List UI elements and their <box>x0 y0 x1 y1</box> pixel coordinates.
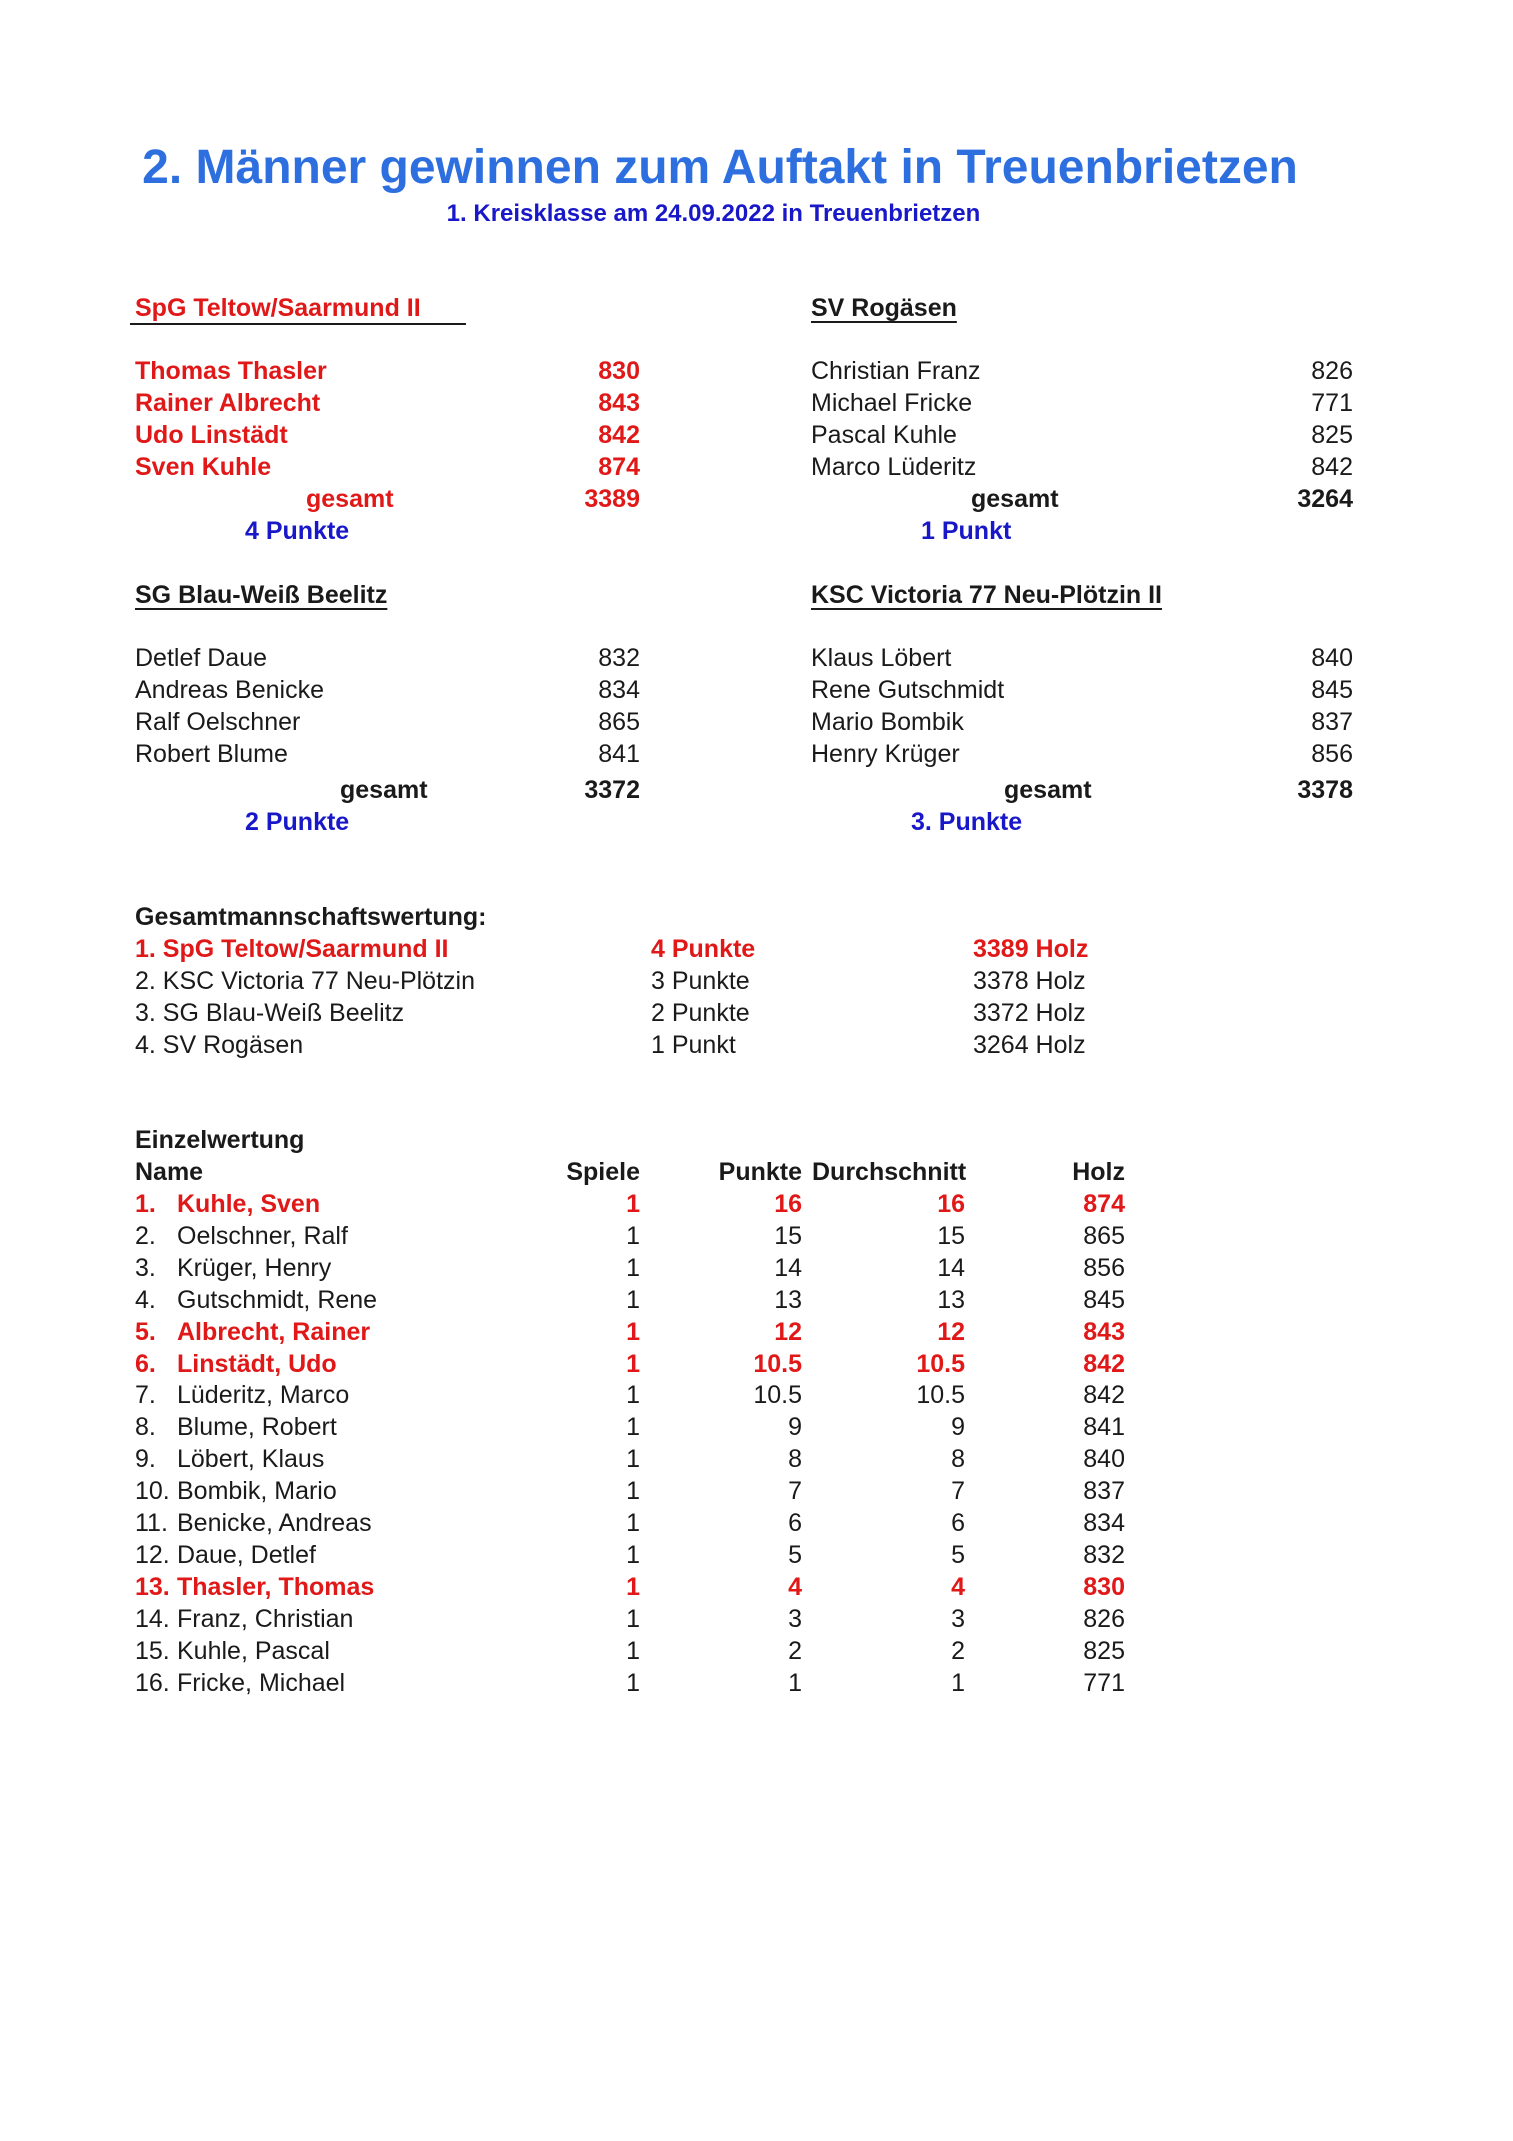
player-name: Pascal Kuhle <box>811 421 957 449</box>
holz: 842 <box>1083 1381 1125 1410</box>
holz: 830 <box>1083 1572 1125 1601</box>
player-score: 841 <box>598 740 640 768</box>
points: 6 <box>788 1509 802 1537</box>
total-label: gesamt <box>1004 776 1092 804</box>
games: 1 <box>626 1413 640 1442</box>
average: 8 <box>951 1445 965 1474</box>
player-name: Detlef Daue <box>135 644 268 672</box>
player-score: 856 <box>1311 740 1353 768</box>
points: 2 <box>788 1636 802 1665</box>
points: 12 <box>774 1317 802 1346</box>
ranking-holz: 3378 Holz <box>973 967 1086 995</box>
team-name: KSC Victoria 77 Neu-Plötzin II <box>811 581 1163 609</box>
player-score: 830 <box>598 357 640 385</box>
rank: 2. <box>135 1221 156 1250</box>
rank: 3. <box>135 1253 156 1282</box>
average: 7 <box>951 1477 965 1506</box>
points: 8 <box>788 1445 802 1474</box>
rank: 10. <box>135 1477 170 1506</box>
games: 1 <box>626 1285 640 1314</box>
games: 1 <box>626 1636 640 1665</box>
ranking-team: 4. SV Rogäsen <box>135 1031 304 1059</box>
ranking-holz: 3389 Holz <box>973 935 1089 963</box>
player-score: 842 <box>598 421 640 449</box>
games: 1 <box>626 1381 640 1410</box>
total-label: gesamt <box>340 776 428 804</box>
holz: 874 <box>1083 1190 1125 1218</box>
player-score: 825 <box>1311 421 1353 449</box>
rank: 12. <box>135 1540 170 1569</box>
col-avg: Durchschnitt <box>812 1158 967 1186</box>
games: 1 <box>626 1221 640 1250</box>
ranking-team: 3. SG Blau-Weiß Beelitz <box>135 999 405 1027</box>
holz: 843 <box>1083 1317 1125 1346</box>
average: 1 <box>951 1668 965 1697</box>
holz: 771 <box>1083 1668 1125 1697</box>
player-name: Marco Lüderitz <box>811 453 977 481</box>
player-name: Oelschner, Ralf <box>177 1221 348 1250</box>
games: 1 <box>626 1477 640 1506</box>
average: 16 <box>937 1190 965 1218</box>
player-score: 826 <box>1311 357 1353 385</box>
team-total: 3378 <box>1297 776 1353 804</box>
holz: 837 <box>1083 1477 1125 1506</box>
player-score: 842 <box>1311 453 1353 481</box>
player-name: Kuhle, Pascal <box>177 1636 330 1665</box>
holz: 826 <box>1083 1604 1125 1633</box>
games: 1 <box>626 1445 640 1474</box>
player-name: Robert Blume <box>135 740 288 768</box>
team-ranking-heading: Gesamtmannschaftswertung: <box>135 903 487 931</box>
rank: 16. <box>135 1668 170 1697</box>
rank: 15. <box>135 1636 170 1665</box>
team-total: 3372 <box>584 776 640 804</box>
points: 10.5 <box>753 1349 802 1378</box>
col-games: Spiele <box>566 1158 640 1186</box>
player-name: Linstädt, Udo <box>177 1349 337 1378</box>
average: 14 <box>937 1253 965 1282</box>
player-name: Christian Franz <box>811 357 981 385</box>
col-points: Punkte <box>718 1158 802 1186</box>
col-holz: Holz <box>1072 1158 1125 1186</box>
total-label: gesamt <box>306 485 394 513</box>
rank: 14. <box>135 1604 170 1633</box>
holz: 845 <box>1083 1285 1125 1314</box>
player-score: 845 <box>1311 676 1353 704</box>
holz: 834 <box>1083 1509 1125 1537</box>
ranking-points: 3 Punkte <box>651 967 750 995</box>
holz: 842 <box>1083 1349 1125 1378</box>
points: 16 <box>774 1190 802 1218</box>
player-name: Rene Gutschmidt <box>811 676 1005 704</box>
ranking-holz: 3372 Holz <box>973 999 1086 1027</box>
player-name: Daue, Detlef <box>177 1540 316 1569</box>
individual-heading: Einzelwertung <box>135 1126 305 1154</box>
holz: 832 <box>1083 1540 1125 1569</box>
team-name: SG Blau-Weiß Beelitz <box>135 581 388 609</box>
points: 4 <box>788 1572 802 1601</box>
total-label: gesamt <box>971 485 1059 513</box>
player-name: Michael Fricke <box>811 389 973 417</box>
player-score: 834 <box>598 676 640 704</box>
games: 1 <box>626 1253 640 1282</box>
ranking-points: 2 Punkte <box>651 999 750 1027</box>
average: 6 <box>951 1509 965 1537</box>
page-subtitle: 1. Kreisklasse am 24.09.2022 in Treuenbrietzen <box>446 200 981 227</box>
player-score: 832 <box>598 644 640 672</box>
games: 1 <box>626 1604 640 1633</box>
average: 9 <box>951 1413 965 1442</box>
team-total: 3264 <box>1297 485 1353 513</box>
player-name: Kuhle, Sven <box>177 1190 321 1218</box>
average: 5 <box>951 1540 965 1569</box>
points: 15 <box>774 1221 802 1250</box>
team-points: 4 Punkte <box>245 517 350 545</box>
team-points: 2 Punkte <box>245 808 350 836</box>
player-name: Benicke, Andreas <box>177 1509 372 1537</box>
team-name-underline <box>130 323 466 325</box>
player-score: 771 <box>1311 389 1353 417</box>
player-name: Thasler, Thomas <box>177 1572 375 1601</box>
holz: 856 <box>1083 1253 1125 1282</box>
average: 10.5 <box>916 1381 965 1410</box>
games: 1 <box>626 1509 640 1537</box>
points: 9 <box>788 1413 802 1442</box>
rank: 11. <box>135 1509 168 1537</box>
ranking-points: 1 Punkt <box>651 1031 736 1059</box>
points: 10.5 <box>753 1381 802 1410</box>
player-name: Sven Kuhle <box>135 453 272 481</box>
team-name: SV Rogäsen <box>811 294 957 322</box>
team-total: 3389 <box>584 485 640 513</box>
player-score: 874 <box>598 453 640 481</box>
average: 4 <box>951 1572 965 1601</box>
player-name: Thomas Thasler <box>135 357 327 385</box>
holz: 840 <box>1083 1445 1125 1474</box>
holz: 865 <box>1083 1221 1125 1250</box>
games: 1 <box>626 1572 640 1601</box>
points: 13 <box>774 1285 802 1314</box>
rank: 9. <box>135 1445 156 1474</box>
ranking-team: 1. SpG Teltow/Saarmund II <box>135 935 449 963</box>
player-score: 865 <box>598 708 640 736</box>
player-name: Bombik, Mario <box>177 1477 337 1506</box>
player-name: Löbert, Klaus <box>177 1445 325 1474</box>
rank: 13. <box>135 1572 170 1601</box>
holz: 841 <box>1083 1413 1125 1442</box>
player-name: Andreas Benicke <box>135 676 325 704</box>
team-name: SpG Teltow/Saarmund II <box>135 294 421 322</box>
player-name: Blume, Robert <box>177 1413 337 1442</box>
rank: 7. <box>135 1381 156 1410</box>
player-name: Albrecht, Rainer <box>177 1317 371 1346</box>
points: 5 <box>788 1540 802 1569</box>
player-name: Mario Bombik <box>811 708 964 736</box>
player-name: Fricke, Michael <box>177 1668 346 1697</box>
page-title: 2. Männer gewinnen zum Auftakt in Treuenbrietzen <box>142 141 1298 194</box>
rank: 4. <box>135 1285 156 1314</box>
points: 7 <box>788 1477 802 1506</box>
player-score: 837 <box>1311 708 1353 736</box>
games: 1 <box>626 1349 640 1378</box>
average: 13 <box>937 1285 965 1314</box>
col-name: Name <box>135 1158 204 1186</box>
average: 12 <box>937 1317 965 1346</box>
rank: 8. <box>135 1413 156 1442</box>
team-points: 3. Punkte <box>911 808 1023 836</box>
player-name: Lüderitz, Marco <box>177 1381 350 1410</box>
rank: 1. <box>135 1190 156 1218</box>
player-score: 843 <box>598 389 640 417</box>
ranking-team: 2. KSC Victoria 77 Neu-Plötzin <box>135 967 475 995</box>
games: 1 <box>626 1540 640 1569</box>
player-name: Franz, Christian <box>177 1604 354 1633</box>
games: 1 <box>626 1190 640 1218</box>
player-name: Gutschmidt, Rene <box>177 1285 378 1314</box>
games: 1 <box>626 1668 640 1697</box>
player-name: Rainer Albrecht <box>135 389 321 417</box>
team-points: 1 Punkt <box>921 517 1012 545</box>
points: 1 <box>788 1668 802 1697</box>
average: 2 <box>951 1636 965 1665</box>
rank: 6. <box>135 1349 156 1378</box>
average: 3 <box>951 1604 965 1633</box>
holz: 825 <box>1083 1636 1125 1665</box>
player-name: Krüger, Henry <box>177 1253 332 1282</box>
average: 10.5 <box>916 1349 965 1378</box>
ranking-points: 4 Punkte <box>651 935 756 963</box>
player-name: Udo Linstädt <box>135 421 288 449</box>
rank: 5. <box>135 1317 156 1346</box>
player-name: Henry Krüger <box>811 740 960 768</box>
games: 1 <box>626 1317 640 1346</box>
average: 15 <box>937 1221 965 1250</box>
ranking-holz: 3264 Holz <box>973 1031 1086 1059</box>
points: 3 <box>788 1604 802 1633</box>
player-name: Ralf Oelschner <box>135 708 301 736</box>
points: 14 <box>774 1253 802 1282</box>
player-score: 840 <box>1311 644 1353 672</box>
player-name: Klaus Löbert <box>811 644 952 672</box>
